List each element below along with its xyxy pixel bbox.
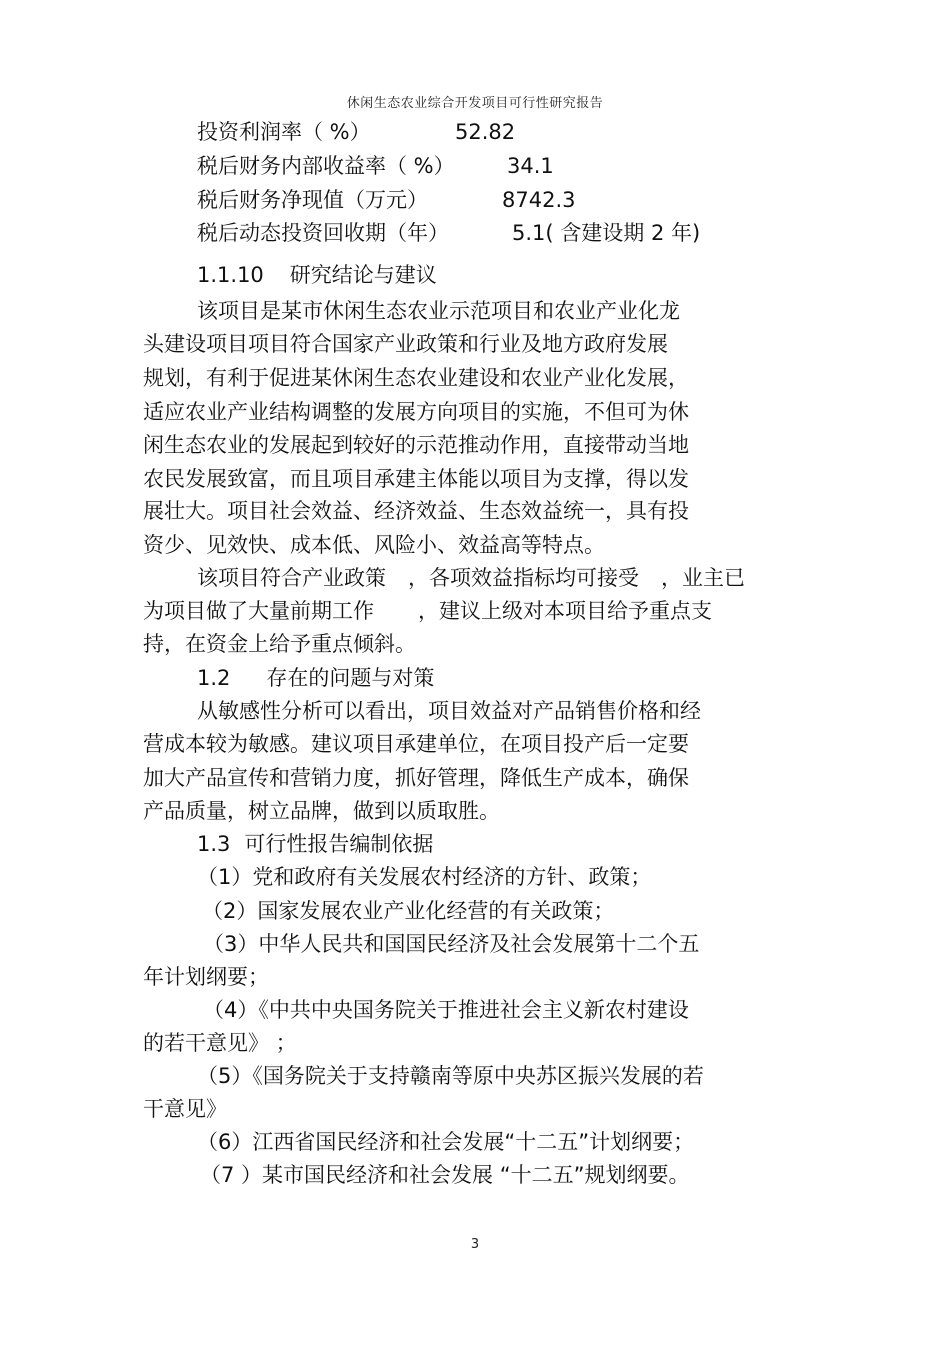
list-item: （4）《中共中央国务院关于推进社会主义新农村建设 <box>203 998 689 1022</box>
running-header: 休闲生态农业综合开发项目可行性研究报告 <box>346 96 604 111</box>
section-number: 1.3 <box>197 832 231 856</box>
paragraph-line: 适应农业产业结构调整的发展方向项目的实施，不但可为休 <box>143 400 689 424</box>
metric-value: 5.1( 含建设期 2 年) <box>512 221 701 245</box>
metric-label: 税后财务内部收益率（ %） <box>197 154 455 178</box>
list-item: （2）国家发展农业产业化经营的有关政策； <box>202 899 615 923</box>
paragraph-line: 加大产品宣传和营销力度，抓好管理，降低生产成本，确保 <box>143 766 689 790</box>
paragraph-line: 产品质量，树立品牌，做到以质取胜。 <box>143 799 500 823</box>
section-title: 可行性报告编制依据 <box>244 832 434 856</box>
metric-value: 8742.3 <box>502 188 576 212</box>
metric-value: 52.82 <box>455 120 516 144</box>
metric-label: 税后动态投资回收期（年） <box>197 221 449 245</box>
list-item-continuation: 干意见》 <box>143 1097 227 1121</box>
list-item-continuation: 年计划纲要； <box>143 965 269 989</box>
paragraph-line: 营成本较为敏感。建议项目承建单位，在项目投产后一定要 <box>143 732 689 756</box>
text-run: ，业主已 <box>661 566 745 590</box>
section-number: 1.2 <box>197 666 231 690</box>
list-item: （3）中华人民共和国国民经济及社会发展第十二个五 <box>203 932 700 956</box>
page-number: 3 <box>470 1237 480 1252</box>
paragraph-line: 从敏感性分析可以看出，项目效益对产品销售价格和经 <box>197 699 701 723</box>
text-run: ，建议上级对本项目给予重点支 <box>418 599 712 623</box>
section-title: 存在的问题与对策 <box>266 666 435 690</box>
paragraph-line: 规划，有利于促进某休闲生态农业建设和农业产业化发展， <box>143 366 689 390</box>
text-run: 该项目符合产业政策 <box>197 566 386 590</box>
section-heading-1-2 <box>197 663 434 693</box>
metric-label: 投资利润率（ %） <box>197 120 371 144</box>
list-item: （7 ）某市国民经济和社会发展 “十二五”规划纲要。 <box>200 1163 690 1187</box>
paragraph-line: 闲生态农业的发展起到较好的示范推动作用，直接带动当地 <box>143 433 689 457</box>
list-item: （5）《国务院关于支持赣南等原中央苏区振兴发展的若 <box>197 1064 704 1088</box>
paragraph-line: 展壮大。项目社会效益、经济效益、生态效益统一，具有投 <box>143 499 689 523</box>
text-run: 为项目做了大量前期工作 <box>143 599 374 623</box>
paragraph-line: 头建设项目项目符合国家产业政策和行业及地方政府发展 <box>143 332 668 356</box>
list-item-continuation: 的若干意见》 ； <box>143 1031 297 1055</box>
metric-label: 税后财务净现值（万元） <box>197 188 428 212</box>
list-item: （6）江西省国民经济和社会发展“十二五”计划纲要； <box>197 1130 695 1154</box>
paragraph-line <box>197 563 745 593</box>
section-number: 1.1.10 <box>197 263 264 287</box>
metric-value: 34.1 <box>507 154 554 178</box>
paragraph-line: 该项目是某市休闲生态农业示范项目和农业产业化龙 <box>197 299 680 323</box>
paragraph-line: 资少、见效快、成本低、风险小、效益高等特点。 <box>143 533 605 557</box>
paragraph-line <box>143 596 712 626</box>
paragraph-line: 持，在资金上给予重点倾斜。 <box>143 632 416 656</box>
paragraph-line: 农民发展致富，而且项目承建主体能以项目为支撑，得以发 <box>143 467 689 491</box>
text-run: ，各项效益指标均可接受 <box>408 566 639 590</box>
list-item: （1）党和政府有关发展农村经济的方针、政策； <box>197 865 652 889</box>
section-title: 研究结论与建议 <box>289 263 437 287</box>
section-heading-1-1-10 <box>197 260 437 290</box>
section-heading-1-3 <box>197 829 433 859</box>
